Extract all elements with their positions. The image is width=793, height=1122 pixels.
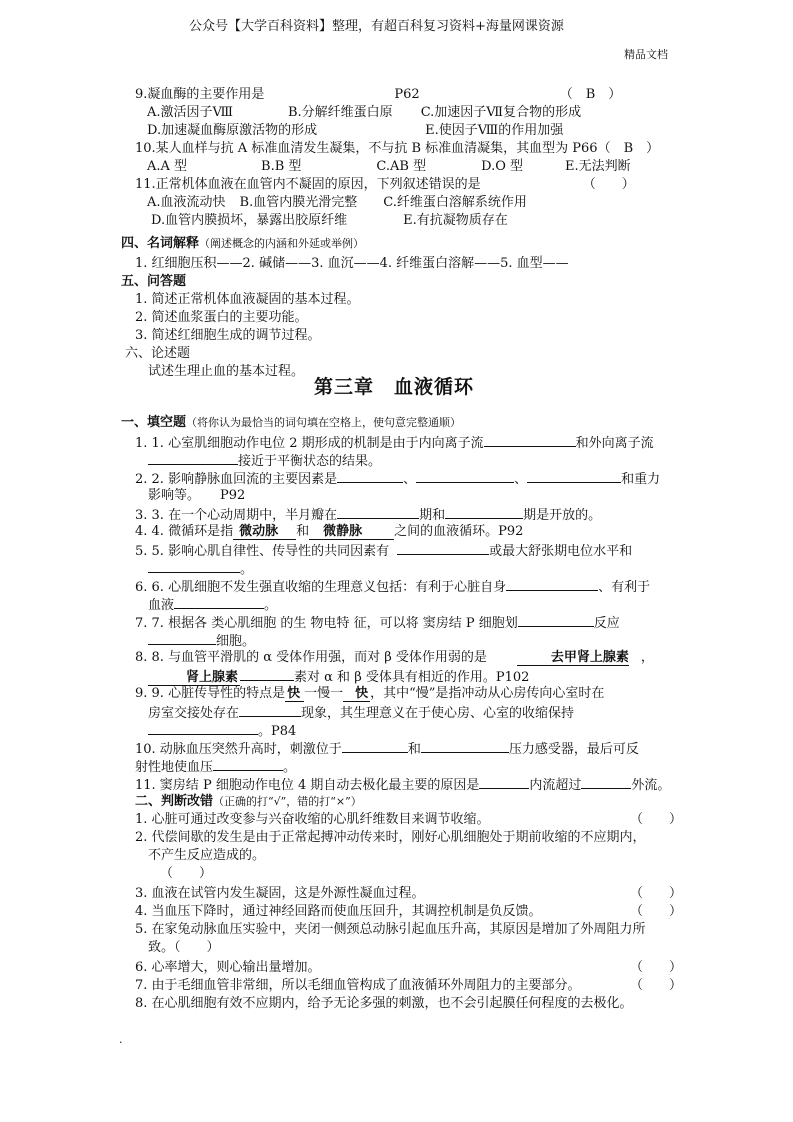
fill-question-9: 9. 9. 心脏传导性的特点是 快 一慢一 快 ，其中“慢”是指冲动从心房传向心室时在: [135, 686, 605, 701]
blank[interactable]: [484, 434, 576, 447]
blank[interactable]: [148, 632, 216, 645]
judge-1-mark[interactable]: （ ）: [630, 812, 683, 827]
blank[interactable]: [397, 542, 489, 555]
judge-7-mark[interactable]: （ ）: [630, 978, 683, 993]
fill-question-7: 7. 7. 根据各 类心肌细胞 的生 物电特 征，可以将 窦房结 P 细胞划 反应: [135, 616, 620, 631]
fill-question-5: 5. 5. 影响心肌自律性、传导性的共同因素有 或最大舒张期电位水平和: [135, 544, 633, 559]
blank[interactable]: [148, 560, 240, 573]
question-11-options-a: A.血液流动快 B.血管内膜光滑完整 C.纤维蛋白溶解系统作用: [147, 195, 527, 210]
judge-3-mark[interactable]: （ ）: [630, 886, 683, 901]
fill-question-9-cont: 房室交接处存在 现象，其生理意义在于使心房、心室的收缩保持: [148, 706, 575, 721]
blank[interactable]: [240, 668, 294, 681]
judge-1: 1. 心脏可通过改变参与兴奋收缩的心肌纤维数目来调节收缩。: [135, 812, 490, 827]
section-judge: 二、判断改错（正确的打“√”，错的打“×”）: [135, 794, 362, 809]
blank[interactable]: [337, 506, 419, 519]
short-answer-1: 1. 简述正常机体血液凝固的基本过程。: [135, 292, 360, 307]
term-list: 1. 红细胞压积——2. 碱储——3. 血沉——4. 纤维蛋白溶解——5. 血型——: [135, 256, 569, 271]
judge-6-mark[interactable]: （ ）: [630, 960, 683, 975]
fill-question-4: 4. 4. 微循环是指 微动脉 和 微静脉 之间的血液循环。P92: [135, 524, 524, 539]
blank[interactable]: [506, 578, 598, 591]
judge-5-mark[interactable]: （ ）: [174, 940, 220, 955]
judge-8: 8. 在心肌细胞有效不应期内，给予无论多强的刺激，也不会引起膜任何程度的去极化。: [135, 996, 633, 1011]
fill-question-6: 6. 6. 心肌细胞不发生强直收缩的生理意义包括：有利于心脏自身 、有利于: [135, 580, 651, 595]
fill-question-3: 3. 3. 在一个心动周期中，半月瓣在 期和 期是开放的。: [135, 508, 602, 523]
chapter-title: 第三章 血液循环: [314, 376, 475, 398]
blank[interactable]: [337, 470, 403, 483]
fill-question-7-cont: 细胞。: [148, 632, 255, 650]
fill-question-1-cont: 接近于平衡状态的结果。: [148, 452, 381, 470]
blank[interactable]: [148, 452, 238, 465]
question-11: 11.正常机体血液在血管内不凝固的原因，下列叙述错误的是 （ ）: [135, 177, 635, 192]
essay-question: 试述生理止血的基本过程。: [148, 364, 305, 379]
section-fill-blank: 一、填空题（将你认为最恰当的词句填在空格上，使句意完整通顺）: [121, 415, 462, 430]
judge-5: 5. 在家兔动脉血压实验中，夹闭一侧颈总动脉引起血压升高，其原因是增加了外周阻力所: [135, 922, 646, 937]
judge-2-mark[interactable]: （ ）: [160, 866, 213, 881]
judge-4-mark[interactable]: （ ）: [630, 904, 683, 919]
blank[interactable]: [213, 758, 283, 771]
judge-3: 3. 血液在试管内发生凝固，这是外源性凝血过程。: [135, 886, 425, 901]
header-tag: 精品文档: [624, 48, 668, 61]
blank[interactable]: [445, 506, 523, 519]
question-9-options-a: A.激活因子Ⅷ B.分解纤维蛋白原 C.加速因子Ⅶ复合物的形成: [147, 105, 582, 120]
blank[interactable]: [527, 470, 621, 483]
judge-5-cont: 致。（ ）: [148, 940, 220, 955]
blank[interactable]: [518, 614, 594, 627]
fill-question-2: 2. 2. 影响静脉血回流的主要因素是 、 、 和重力: [135, 472, 661, 487]
blank[interactable]: [174, 596, 264, 609]
header-source: 公众号【大学百科资料】整理，有超百科复习资料+海量网课资源: [189, 19, 564, 34]
judge-2: 2. 代偿间歇的发生是由于正常起搏冲动传来时，刚好心肌细胞处于期前收缩的不应期内，: [135, 830, 646, 845]
judge-7: 7. 由于毛细血管非常细，所以毛细血管构成了血液循环外周阻力的主要部分。: [135, 978, 581, 993]
section-essay: 六、论述题: [125, 346, 191, 361]
judge-4: 4. 当血压下降时，通过神经回路而使血压回升，其调控机制是负反馈。: [135, 904, 542, 919]
fill-question-10: 10. 动脉血压突然升高时，刺激位于 和 压力感受器，最后可反: [135, 742, 639, 757]
blank[interactable]: [239, 704, 301, 717]
short-answer-2: 2. 简述血浆蛋白的主要功能。: [135, 310, 308, 325]
question-11-options-b: D.血管内膜损坏，暴露出胶原纤维 E.有抗凝物质存在: [151, 213, 508, 228]
short-answer-3: 3. 简述红细胞生成的调节过程。: [135, 328, 321, 343]
blank[interactable]: [581, 776, 631, 789]
fill-question-6-cont: 血液 。: [148, 598, 278, 613]
fill-question-1: 1. 1. 心室肌细胞动作电位 2 期形成的机制是由于内向离子流 和外向离子流: [135, 436, 654, 451]
section-short-answer: 五、问答题: [121, 274, 187, 289]
fill-question-8: 8. 8. 与血管平滑肌的 α 受体作用强，而对 β 受体作用弱的是 去甲肾上腺素 ，: [135, 650, 654, 665]
judge-2-cont: 不产生反应造成的。: [148, 848, 266, 863]
blank[interactable]: [479, 776, 529, 789]
blank[interactable]: [416, 470, 514, 483]
judge-6: 6. 心率增大，则心输出量增加。: [135, 960, 321, 975]
blank[interactable]: [342, 740, 408, 753]
fill-question-2-cont: 影响等。 P92: [148, 488, 246, 503]
blank[interactable]: [421, 740, 509, 753]
question-10: 10.某人血样与抗 A 标准血清发生凝集，不与抗 B 标准血清凝集，其血型为 P66（ B ）: [135, 141, 660, 156]
fill-question-9-cont2: 。P84: [148, 722, 296, 740]
fill-question-11: 11. 窦房结 P 细胞动作电位 4 期自动去极化最主要的原因是 内流超过 外流。: [135, 778, 671, 793]
blank[interactable]: [148, 722, 258, 735]
question-9: 9.凝血酶的主要作用是 P62 （ B ）: [135, 87, 622, 102]
section-term-definitions: 四、名词解释（阐述概念的内涵和外延或举例）: [121, 236, 365, 251]
question-9-options-b: D.加速凝血酶原激活物的形成 E.使因子Ⅷ的作用加强: [147, 123, 564, 138]
question-10-options: A.A 型 B.B 型 C.AB 型 D.O 型 E.无法判断: [147, 159, 631, 174]
fill-question-10-cont: 射性地使血压 。: [135, 760, 297, 775]
fill-question-8-cont: 肾上腺素 素对 α 和 β 受体具有相近的作用。P102: [148, 668, 529, 686]
fill-question-5-cont: 。: [148, 560, 253, 578]
footer-dot: .: [119, 1033, 123, 1046]
